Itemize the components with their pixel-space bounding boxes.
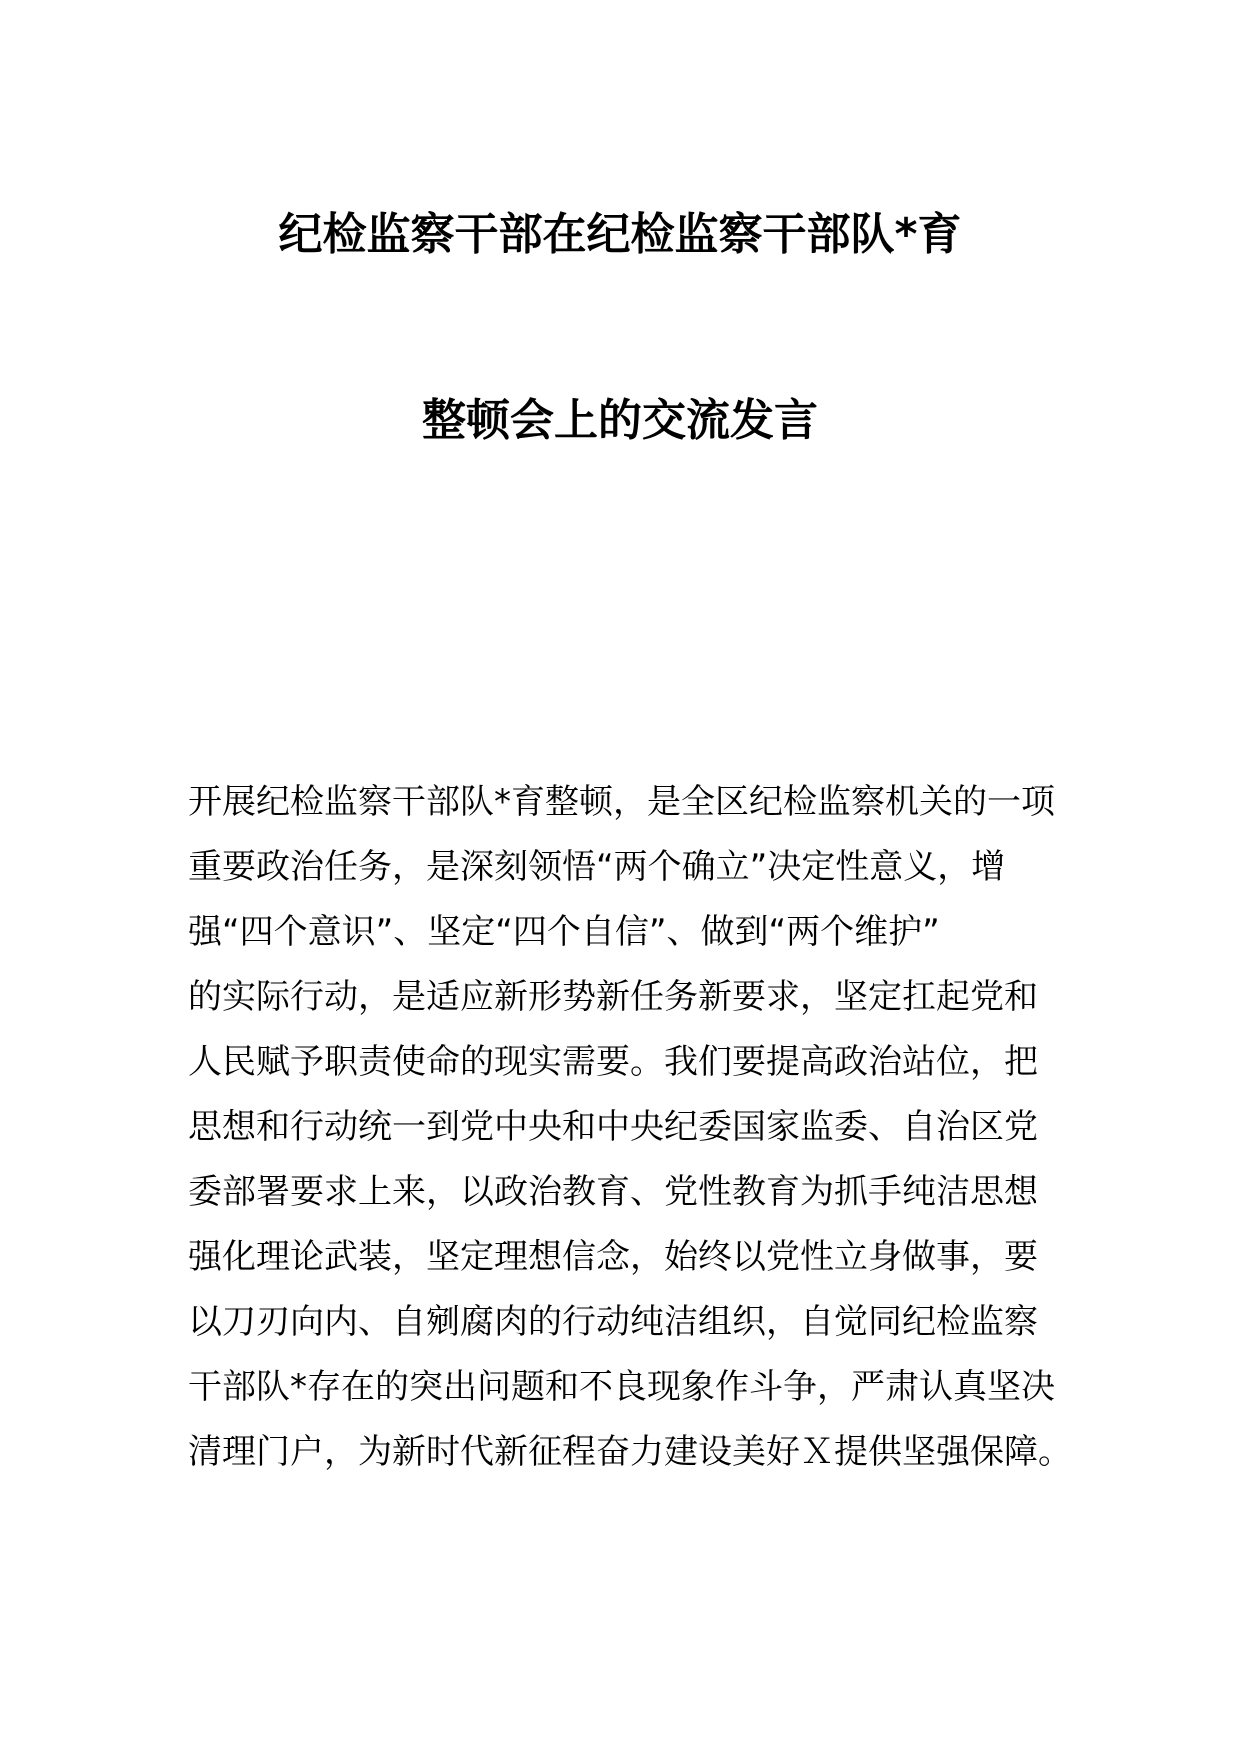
body-line-3: 强“四个意识”、坚定“四个自信”、做到“两个维护” (188, 912, 940, 952)
body-line-10: 干部队*存在的突出问题和不良现象作斗争，严肃认真坚决 (188, 1367, 1055, 1407)
body-line-7: 委部署要求上来，以政治教育、党性教育为抓手纯洁思想 (188, 1172, 1038, 1212)
body-line-2: 重要政治任务，是深刻领悟“两个确立”决定性意义，增 (188, 847, 1006, 887)
body-line-6: 思想和行动统一到党中央和中央纪委国家监委、自治区党 (188, 1107, 1038, 1147)
body-line-4: 的实际行动，是适应新形势新任务新要求，坚定扛起党和 (188, 977, 1038, 1017)
document-title-line-2: 整顿会上的交流发言 (422, 395, 818, 446)
body-line-11: 清理门户，为新时代新征程奋力建设美好Ｘ提供坚强保障。 (188, 1432, 1072, 1472)
document-title-line-1: 纪检监察干部在纪检监察干部队*育 (278, 209, 962, 260)
body-line-1: 开展纪检监察干部队*育整顿，是全区纪检监察机关的一项 (188, 782, 1055, 822)
document-body (188, 770, 1072, 1485)
body-line-8: 强化理论武装，坚定理想信念，始终以党性立身做事，要 (188, 1237, 1038, 1277)
body-line-9: 以刀刃向内、自剜腐肉的行动纯洁组织，自觉同纪检监察 (188, 1302, 1038, 1342)
body-line-5: 人民赋予职责使命的现实需要。我们要提高政治站位，把 (188, 1042, 1038, 1082)
